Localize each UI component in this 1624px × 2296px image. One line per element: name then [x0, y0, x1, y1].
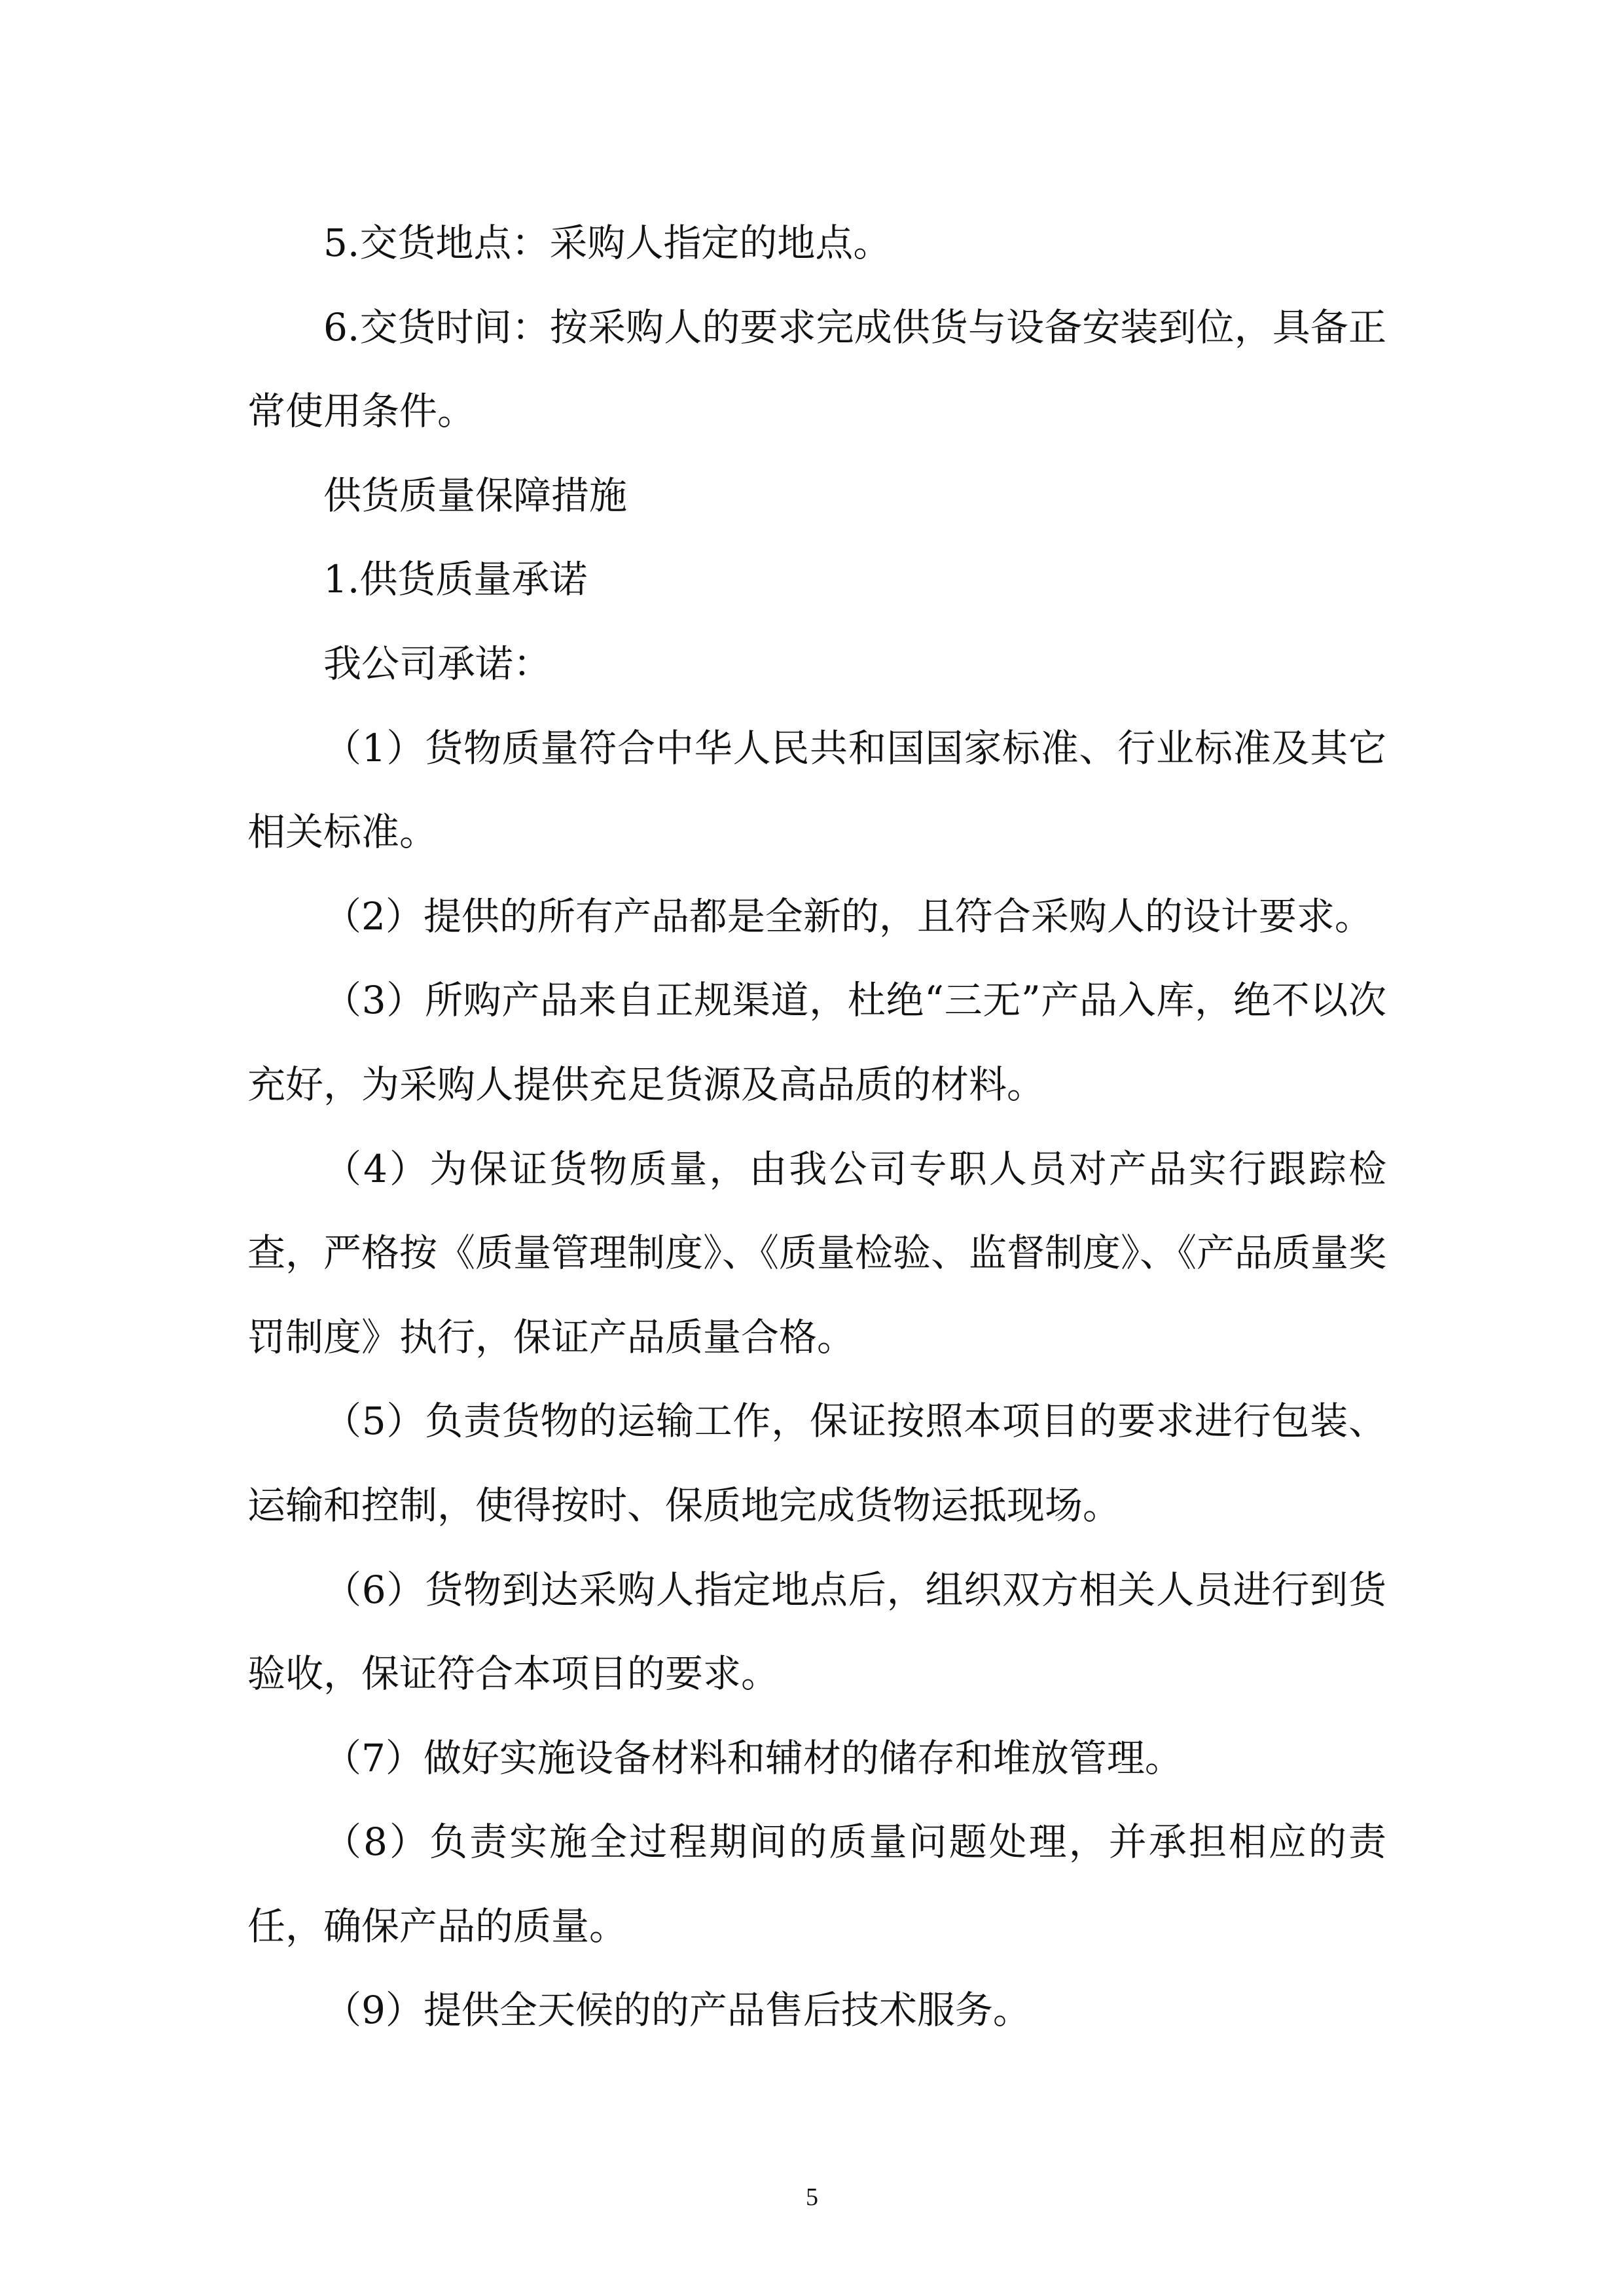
- list-item: （5）负责货物的运输工作，保证按照本项目的要求进行包装、运输和控制，使得按时、保质地完成货物运抵现场。: [247, 1399, 1386, 1528]
- list-item: （3）所购产品来自正规渠道，杜绝“三无”产品入库，绝不以次充好，为采购人提供充足货源及高品质的材料。: [247, 978, 1386, 1107]
- list-item: （4）为保证货物质量，由我公司专职人员对产品实行跟踪检查，严格按《质量管理制度》、《质量检验、监督制度》、《产品质量奖罚制度》执行，保证产品质量合格。: [247, 1146, 1387, 1359]
- subsection-heading: 1.供货质量承诺: [323, 557, 588, 602]
- page-number: 5: [806, 2183, 818, 2211]
- list-item: （7）做好实施设备材料和辅材的储存和堆放管理。: [323, 1735, 1183, 1780]
- paragraph-delivery-time: 6.交货时间：按采购人的要求完成供货与设备安装到位，具备正常使用条件。: [247, 304, 1386, 434]
- paragraph-commitment-intro: 我公司承诺：: [323, 641, 552, 686]
- list-item: （2）提供的所有产品都是全新的，且符合采购人的设计要求。: [323, 893, 1373, 939]
- list-item: （6）货物到达采购人指定地点后，组织双方相关人员进行到货验收，保证符合本项目的要求。: [247, 1567, 1386, 1696]
- list-item: （9）提供全天候的的产品售后技术服务。: [323, 1988, 1031, 2033]
- paragraph-delivery-location: 5.交货地点：采购人指定的地点。: [323, 221, 892, 265]
- section-heading: 供货质量保障措施: [323, 473, 628, 518]
- document-body: [247, 201, 1386, 2053]
- list-item: （1）货物质量符合中华人民共和国国家标准、行业标准及其它相关标准。: [247, 725, 1386, 855]
- list-item: （8）负责实施全过程期间的质量问题处理，并承担相应的责任，确保产品的质量。: [247, 1820, 1386, 1948]
